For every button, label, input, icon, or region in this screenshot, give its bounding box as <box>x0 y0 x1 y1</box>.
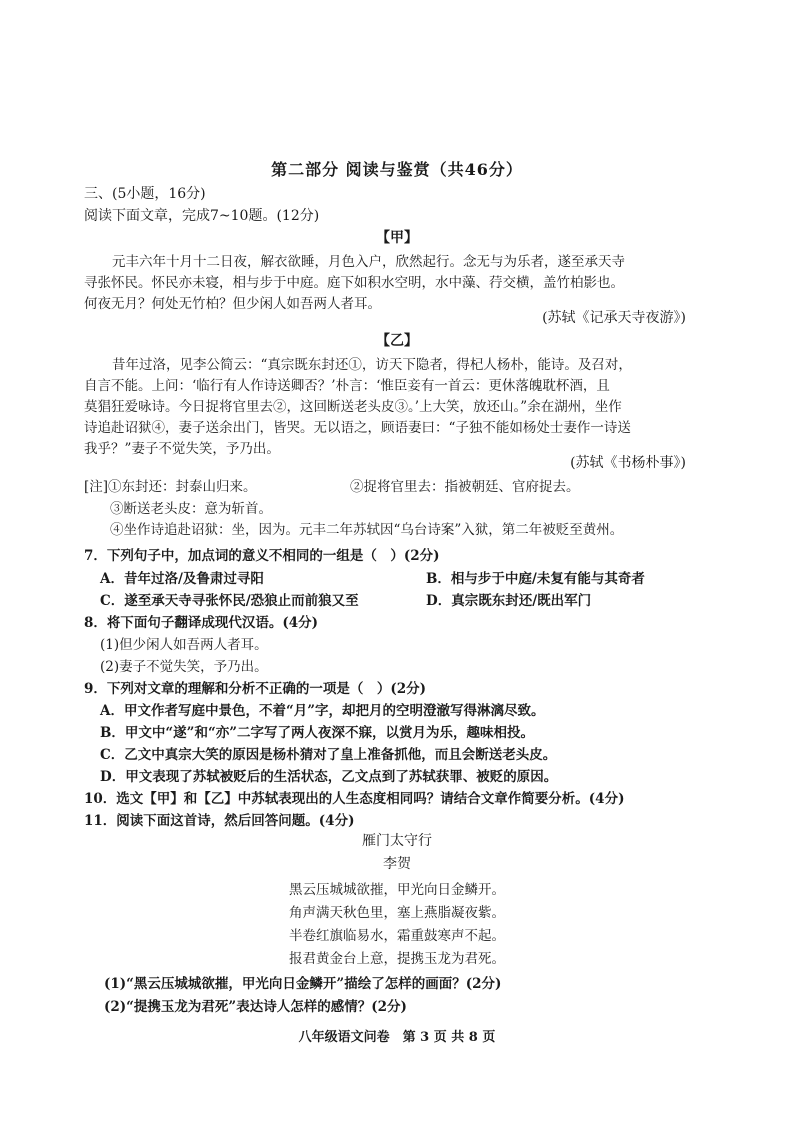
question-7-option-a: A．昔年过洛/及鲁肃过寻阳 <box>100 571 264 587</box>
passage-yi-source: (苏轼《书杨朴事》) <box>570 455 686 471</box>
passage-yi-line: 莫猖狂爱咏诗。今日捉将官里去②，这回断送老头皮③。’上大笑，放还山。”余在湖州，坐作 <box>84 399 622 415</box>
question-7-option-b: B．相与步于中庭/未复有能与其奇者 <box>426 571 645 587</box>
passage-jia-line: 元丰六年十月十二日夜，解衣欲睡，月色入户，欣然起行。念无与为乐者，遂至承天寺 <box>112 254 625 270</box>
question-9-option-d: D．甲文表现了苏轼被贬后的生活状态，乙文点到了苏轼获罪、被贬的原因。 <box>100 769 558 785</box>
question-10: 10．选文【甲】和【乙】中苏轼表现出的人生态度相同吗？请结合文章作简要分析。(4分) <box>84 791 625 807</box>
passage-yi-line: 我乎？”妻子不觉失笑，予乃出。 <box>84 441 280 457</box>
passage-jia-line: 寻张怀民。怀民亦未寝，相与步于中庭。庭下如积水空明，水中藻、荇交横，盖竹柏影也。 <box>84 275 624 291</box>
poem-author: 李贺 <box>383 856 411 872</box>
question-8-sentence-1: (1)但少闲人如吾两人者耳。 <box>100 637 268 653</box>
question-11-sub-1: (1)“黑云压城城欲摧，甲光向日金鳞开”描绘了怎样的画面？(2分) <box>104 976 502 992</box>
page-footer: 八年级语文问卷 第 3 页 共 8 页 <box>298 1030 496 1045</box>
passage-jia-label: 【甲】 <box>376 230 418 246</box>
passage-jia-line: 何夜无月？何处无竹柏？但少闲人如吾两人者耳。 <box>84 296 381 312</box>
question-11-stem: 11．阅读下面这首诗，然后回答问题。(4分) <box>84 813 355 829</box>
poem-line: 报君黄金台上意，提携玉龙为君死。 <box>289 951 505 967</box>
question-9-option-b: B．甲文中“遂”和“亦”二字写了两人夜深不寐，以赏月为乐，趣味相投。 <box>100 725 534 741</box>
poem-line: 角声满天秋色里，塞上燕脂凝夜紫。 <box>289 905 505 921</box>
passage-yi-line: 诗追赴诏狱④，妻子送余出门，皆哭。无以语之，顾语妻曰：“子独不能如杨处士妻作一诗送 <box>84 420 631 436</box>
note-1: [注]①东封还：封泰山归来。 <box>84 479 257 495</box>
note-3: ③断送老头皮：意为斩首。 <box>110 501 272 517</box>
question-9-option-c: C．乙文中真宗大笑的原因是杨朴猜对了皇上准备抓他，而且会断送老头皮。 <box>100 747 557 763</box>
read-instruction: 阅读下面文章，完成7~10题。(12分) <box>84 208 320 224</box>
question-7-option-d: D．真宗既东封还/既出军门 <box>426 593 592 609</box>
passage-yi-line: 自言不能。上问：‘临行有人作诗送卿否？’朴言：‘惟臣妾有一首云：更休落魄耽杯酒，且 <box>84 378 610 394</box>
passage-jia-source: (苏轼《记承天寺夜游》) <box>542 310 686 326</box>
question-9-option-a: A．甲文作者写庭中景色，不着“月”字，却把月的空明澄澈写得淋漓尽致。 <box>100 703 545 719</box>
section-title: 第二部分 阅读与鉴赏（共46分） <box>271 160 523 179</box>
poem-line: 半卷红旗临易水，霜重鼓寒声不起。 <box>289 928 505 944</box>
question-8-stem: 8．将下面句子翻译成现代汉语。(4分) <box>84 615 319 631</box>
question-11-sub-2: (2)“提携玉龙为君死”表达诗人怎样的感情？(2分) <box>104 999 407 1015</box>
question-7-stem: 7．下列句子中，加点词的意义不相同的一组是（ ）(2分) <box>84 548 440 564</box>
passage-yi-label: 【乙】 <box>376 333 418 349</box>
passage-yi-line: 昔年过洛，见李公简云：“真宗既东封还①，访天下隐者，得杞人杨朴，能诗。及召对， <box>112 357 632 373</box>
part-three-heading: 三、(5小题，16分) <box>84 186 206 202</box>
question-7-option-c: C．遂至承天寺寻张怀民/恐狼止而前狼又至 <box>100 593 359 609</box>
note-4: ④坐作诗追赴诏狱：坐，因为。元丰二年苏轼因“乌台诗案”入狱，第二年被贬至黄州。 <box>110 522 624 538</box>
poem-line: 黑云压城城欲摧，甲光向日金鳞开。 <box>289 882 505 898</box>
note-2: ②捉将官里去：指被朝廷、官府捉去。 <box>350 479 580 495</box>
question-9-stem: 9．下列对文章的理解和分析不正确的一项是（ ）(2分) <box>84 681 427 697</box>
question-8-sentence-2: (2)妻子不觉失笑，予乃出。 <box>100 659 268 675</box>
poem-title: 雁门太守行 <box>362 833 432 849</box>
